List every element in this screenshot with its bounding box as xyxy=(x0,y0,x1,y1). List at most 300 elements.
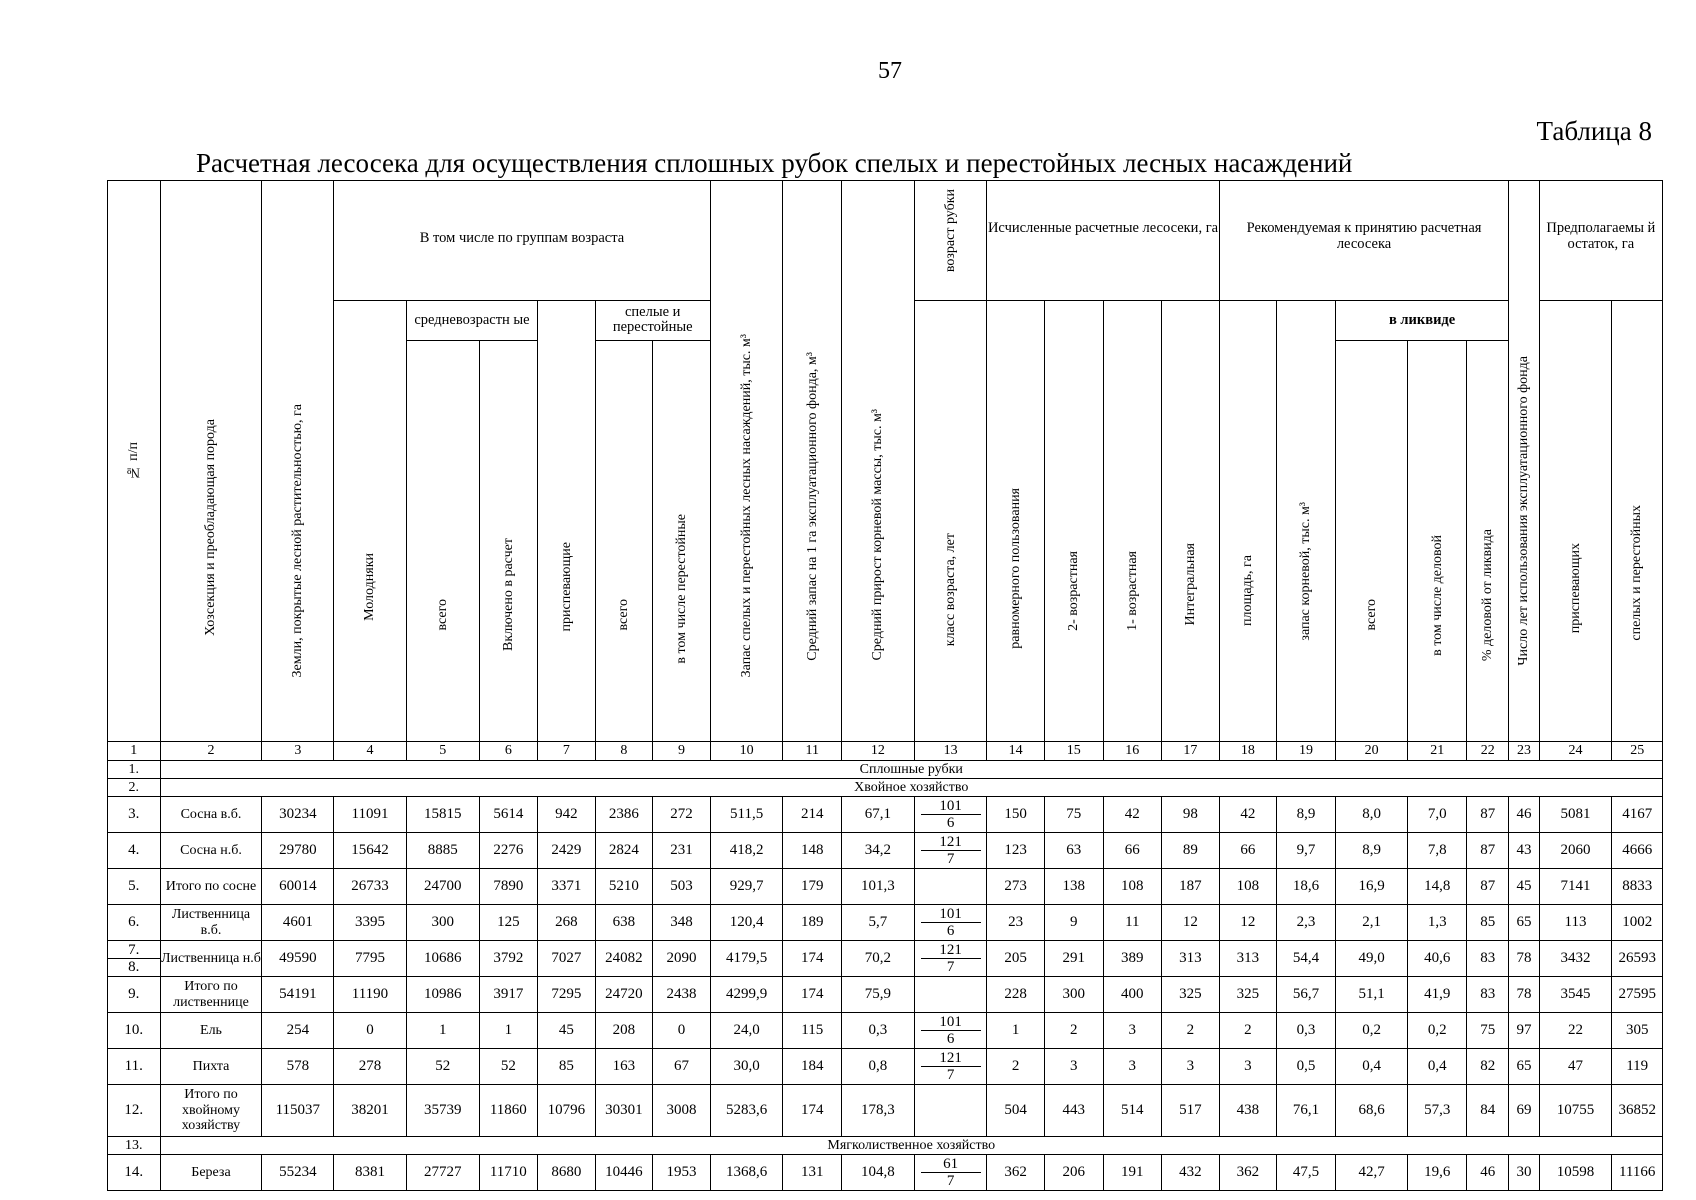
header-col-10: Запас спелых и перестойных лесных насаждений, тыс. м³ xyxy=(710,181,783,742)
row-number: 4. xyxy=(108,833,161,869)
cell-c3: 49590 xyxy=(262,941,334,977)
cell-c5: 8885 xyxy=(406,833,479,869)
cell-c24: 3545 xyxy=(1539,977,1612,1013)
cell-c4: 0 xyxy=(334,1013,407,1049)
col-num: 6 xyxy=(479,742,538,761)
col-num: 22 xyxy=(1466,742,1508,761)
cell-c5: 10986 xyxy=(406,977,479,1013)
cell-c5: 35739 xyxy=(406,1085,479,1137)
cell-c14: 2 xyxy=(987,1049,1045,1085)
row-number-part: 8. xyxy=(128,959,140,975)
age-class: 6 xyxy=(946,923,955,939)
col-num: 1 xyxy=(108,742,161,761)
cell-c10: 1368,6 xyxy=(710,1155,783,1191)
row-number: 10. xyxy=(108,1013,161,1049)
cell-c14: 228 xyxy=(987,977,1045,1013)
table-row xyxy=(108,1049,1663,1085)
header-liquid: в ликвиде xyxy=(1335,301,1509,341)
cell-c6: 5614 xyxy=(479,797,538,833)
softwood-rows xyxy=(108,1155,1663,1191)
cell-c22: 46 xyxy=(1466,1155,1508,1191)
cell-age-fraction xyxy=(914,869,987,905)
cell-c16: 389 xyxy=(1103,941,1162,977)
table-label: Таблица 8 xyxy=(1536,116,1652,146)
row-name: Итого по хвойному хозяйству xyxy=(160,1085,262,1137)
header-col-16: 1- возрастная xyxy=(1103,301,1162,742)
cell-c7: 7295 xyxy=(538,977,596,1013)
cell-c17: 187 xyxy=(1162,869,1220,905)
cell-c25: 36852 xyxy=(1612,1085,1663,1137)
cell-c12: 178,3 xyxy=(842,1085,915,1137)
cell-c18: 325 xyxy=(1219,977,1277,1013)
section-number: 13. xyxy=(108,1137,161,1155)
cell-c23: 46 xyxy=(1509,797,1539,833)
cell-c18: 66 xyxy=(1219,833,1277,869)
cell-c14: 23 xyxy=(987,905,1045,941)
cell-c17: 432 xyxy=(1162,1155,1220,1191)
cell-c3: 4601 xyxy=(262,905,334,941)
cell-c11: 131 xyxy=(783,1155,842,1191)
cell-c9: 3008 xyxy=(653,1085,711,1137)
header-col-1: № п/п xyxy=(108,181,161,742)
cell-c21: 0,4 xyxy=(1408,1049,1467,1085)
col-num: 20 xyxy=(1335,742,1408,761)
cell-c11: 189 xyxy=(783,905,842,941)
section-label: Мягколиственное хозяйство xyxy=(160,1137,1663,1155)
cell-c20: 42,7 xyxy=(1335,1155,1408,1191)
cell-c5: 15815 xyxy=(406,797,479,833)
cell-c7: 3371 xyxy=(538,869,596,905)
cell-c25: 27595 xyxy=(1612,977,1663,1013)
cell-c18: 12 xyxy=(1219,905,1277,941)
cell-c21: 14,8 xyxy=(1408,869,1467,905)
header-col-8: всего xyxy=(595,340,653,741)
table-row xyxy=(108,1013,1663,1049)
cell-c15: 138 xyxy=(1044,869,1103,905)
age-class: 7 xyxy=(946,1173,955,1189)
cell-age-fraction xyxy=(914,1049,987,1085)
col-num: 18 xyxy=(1219,742,1277,761)
cell-c24: 2060 xyxy=(1539,833,1612,869)
cell-c23: 78 xyxy=(1509,941,1539,977)
cell-c9: 67 xyxy=(653,1049,711,1085)
cell-c12: 101,3 xyxy=(842,869,915,905)
cell-c23: 65 xyxy=(1509,1049,1539,1085)
cell-c9: 2090 xyxy=(653,941,711,977)
cell-c17: 2 xyxy=(1162,1013,1220,1049)
cell-c23: 97 xyxy=(1509,1013,1539,1049)
cell-c16: 66 xyxy=(1103,833,1162,869)
cell-c17: 313 xyxy=(1162,941,1220,977)
row-name: Итого по лиственнице xyxy=(160,977,262,1013)
age-class: 6 xyxy=(946,1031,955,1047)
header-calc-cutting: Исчисленные расчетные лесосеки, га xyxy=(987,181,1219,301)
cell-age-fraction xyxy=(914,1085,987,1137)
cell-c3: 60014 xyxy=(262,869,334,905)
cell-c14: 273 xyxy=(987,869,1045,905)
cell-c19: 76,1 xyxy=(1277,1085,1336,1137)
table-row xyxy=(108,905,1663,941)
cell-c9: 503 xyxy=(653,869,711,905)
row-name: Береза xyxy=(160,1155,262,1191)
header-col-14: равномерного пользования xyxy=(987,301,1045,742)
header-col-25: спелых и перестойных xyxy=(1612,301,1663,742)
cell-age-fraction xyxy=(914,977,987,1013)
cell-c17: 98 xyxy=(1162,797,1220,833)
cell-c16: 514 xyxy=(1103,1085,1162,1137)
cell-c3: 29780 xyxy=(262,833,334,869)
cutting-age: 61 xyxy=(921,1156,981,1174)
cell-age-fraction xyxy=(914,797,987,833)
cutting-age: 101 xyxy=(921,1014,981,1032)
col-num: 21 xyxy=(1408,742,1467,761)
cell-c16: 42 xyxy=(1103,797,1162,833)
col-num: 3 xyxy=(262,742,334,761)
cell-c20: 0,4 xyxy=(1335,1049,1408,1085)
header-recommended-cutting: Рекомендуемая к принятию расчетная лесосека xyxy=(1219,181,1509,301)
row-name: Пихта xyxy=(160,1049,262,1085)
row-number-part: 7. xyxy=(108,942,160,960)
col-num: 15 xyxy=(1044,742,1103,761)
header-col-23: Число лет использования эксплуатационного фонда xyxy=(1509,181,1539,742)
cell-c16: 191 xyxy=(1103,1155,1162,1191)
cell-c18: 438 xyxy=(1219,1085,1277,1137)
col-num: 2 xyxy=(160,742,262,761)
col-num: 9 xyxy=(653,742,711,761)
cell-c4: 26733 xyxy=(334,869,407,905)
cell-c10: 30,0 xyxy=(710,1049,783,1085)
cell-c7: 10796 xyxy=(538,1085,596,1137)
cell-c16: 108 xyxy=(1103,869,1162,905)
cell-c15: 300 xyxy=(1044,977,1103,1013)
row-number: 6. xyxy=(108,905,161,941)
cell-c6: 7890 xyxy=(479,869,538,905)
cell-c3: 254 xyxy=(262,1013,334,1049)
cell-c25: 8833 xyxy=(1612,869,1663,905)
cell-c24: 10755 xyxy=(1539,1085,1612,1137)
cell-c20: 51,1 xyxy=(1335,977,1408,1013)
col-num: 24 xyxy=(1539,742,1612,761)
cell-c23: 78 xyxy=(1509,977,1539,1013)
cell-c21: 57,3 xyxy=(1408,1085,1467,1137)
cell-c20: 8,0 xyxy=(1335,797,1408,833)
cell-c15: 3 xyxy=(1044,1049,1103,1085)
cell-c9: 1953 xyxy=(653,1155,711,1191)
cell-c10: 5283,6 xyxy=(710,1085,783,1137)
cell-c6: 125 xyxy=(479,905,538,941)
cell-c9: 0 xyxy=(653,1013,711,1049)
age-fraction xyxy=(921,834,981,868)
row-number: 12. xyxy=(108,1085,161,1137)
cell-c15: 291 xyxy=(1044,941,1103,977)
header-col-7: приспевающие xyxy=(538,301,596,742)
row-name: Сосна в.б. xyxy=(160,797,262,833)
header-age-groups: В том числе по группам возраста xyxy=(334,181,711,301)
cell-c10: 4179,5 xyxy=(710,941,783,977)
col-num: 25 xyxy=(1612,742,1663,761)
cell-c9: 272 xyxy=(653,797,711,833)
cell-c21: 40,6 xyxy=(1408,941,1467,977)
cell-c15: 2 xyxy=(1044,1013,1103,1049)
cell-c17: 517 xyxy=(1162,1085,1220,1137)
col-num: 7 xyxy=(538,742,596,761)
cell-c6: 1 xyxy=(479,1013,538,1049)
cell-c8: 2386 xyxy=(595,797,653,833)
cell-c23: 43 xyxy=(1509,833,1539,869)
section-number: 1. xyxy=(108,761,161,779)
cell-c19: 2,3 xyxy=(1277,905,1336,941)
row-name: Лиственница в.б. xyxy=(160,905,262,941)
cell-c3: 55234 xyxy=(262,1155,334,1191)
cell-c20: 16,9 xyxy=(1335,869,1408,905)
row-name: Лиственница н.б xyxy=(160,941,262,977)
table-row xyxy=(108,941,1663,977)
cell-c20: 68,6 xyxy=(1335,1085,1408,1137)
col-num: 10 xyxy=(710,742,783,761)
cell-c24: 10598 xyxy=(1539,1155,1612,1191)
cell-c22: 83 xyxy=(1466,941,1508,977)
cell-c23: 69 xyxy=(1509,1085,1539,1137)
cell-c11: 174 xyxy=(783,1085,842,1137)
cell-c20: 0,2 xyxy=(1335,1013,1408,1049)
cell-c11: 184 xyxy=(783,1049,842,1085)
cell-c22: 83 xyxy=(1466,977,1508,1013)
cell-c12: 104,8 xyxy=(842,1155,915,1191)
cell-c12: 5,7 xyxy=(842,905,915,941)
cell-c18: 313 xyxy=(1219,941,1277,977)
cell-c18: 108 xyxy=(1219,869,1277,905)
cell-c4: 3395 xyxy=(334,905,407,941)
cell-c12: 67,1 xyxy=(842,797,915,833)
cutting-age: 101 xyxy=(921,798,981,816)
cell-c25: 4167 xyxy=(1612,797,1663,833)
cell-c19: 54,4 xyxy=(1277,941,1336,977)
header-col-11: Средний запас на 1 га эксплуатационного фонда, м³ xyxy=(783,181,842,742)
cell-c6: 52 xyxy=(479,1049,538,1085)
section-row xyxy=(108,761,1663,779)
cell-c9: 348 xyxy=(653,905,711,941)
cell-c8: 10446 xyxy=(595,1155,653,1191)
cell-c4: 11091 xyxy=(334,797,407,833)
cell-c25: 1002 xyxy=(1612,905,1663,941)
cell-c11: 174 xyxy=(783,977,842,1013)
cell-c22: 87 xyxy=(1466,869,1508,905)
section-label: Сплошные рубки xyxy=(160,761,1663,779)
document-title: Расчетная лесосека для осуществления сплошных рубок спелых и перестойных лесных насаждений xyxy=(196,148,1353,178)
cell-c15: 75 xyxy=(1044,797,1103,833)
col-num: 14 xyxy=(987,742,1045,761)
cell-c12: 0,8 xyxy=(842,1049,915,1085)
cell-c24: 47 xyxy=(1539,1049,1612,1085)
cell-c19: 9,7 xyxy=(1277,833,1336,869)
col-num: 16 xyxy=(1103,742,1162,761)
cell-c8: 5210 xyxy=(595,869,653,905)
cell-c5: 10686 xyxy=(406,941,479,977)
header-col-6: Включено в расчет xyxy=(479,340,538,741)
col-num: 23 xyxy=(1509,742,1539,761)
cell-c12: 34,2 xyxy=(842,833,915,869)
cell-c10: 4299,9 xyxy=(710,977,783,1013)
cell-c18: 362 xyxy=(1219,1155,1277,1191)
age-fraction xyxy=(921,1014,981,1048)
cell-c7: 45 xyxy=(538,1013,596,1049)
cell-c19: 8,9 xyxy=(1277,797,1336,833)
cell-c6: 3792 xyxy=(479,941,538,977)
cell-age-fraction xyxy=(914,1013,987,1049)
cell-c6: 11860 xyxy=(479,1085,538,1137)
cell-c8: 638 xyxy=(595,905,653,941)
cell-age-fraction xyxy=(914,1155,987,1191)
header-col-5: всего xyxy=(406,340,479,741)
cell-c17: 12 xyxy=(1162,905,1220,941)
cell-c15: 9 xyxy=(1044,905,1103,941)
header-mature: спелые и перестойные xyxy=(595,301,710,341)
table-row xyxy=(108,869,1663,905)
cell-c8: 2824 xyxy=(595,833,653,869)
header-col-19: запас корневой, тыс. м³ xyxy=(1277,301,1336,742)
cell-c11: 115 xyxy=(783,1013,842,1049)
cell-c19: 56,7 xyxy=(1277,977,1336,1013)
cell-c7: 8680 xyxy=(538,1155,596,1191)
table-row xyxy=(108,1085,1663,1137)
header-col-3: Земли, покрытые лесной растительностью, га xyxy=(262,181,334,742)
col-num: 17 xyxy=(1162,742,1220,761)
cell-c18: 42 xyxy=(1219,797,1277,833)
col-num: 4 xyxy=(334,742,407,761)
age-class: 7 xyxy=(946,1067,955,1083)
cell-c10: 24,0 xyxy=(710,1013,783,1049)
cell-c11: 148 xyxy=(783,833,842,869)
col-num: 13 xyxy=(914,742,987,761)
age-class: 7 xyxy=(946,959,955,975)
cell-c19: 0,5 xyxy=(1277,1049,1336,1085)
age-class: 6 xyxy=(946,815,955,831)
cell-c4: 38201 xyxy=(334,1085,407,1137)
section-label: Хвойное хозяйство xyxy=(160,779,1663,797)
age-fraction xyxy=(921,942,981,976)
cell-c11: 174 xyxy=(783,941,842,977)
cell-c21: 7,8 xyxy=(1408,833,1467,869)
section-number: 2. xyxy=(108,779,161,797)
age-fraction xyxy=(921,1050,981,1084)
row-number: 5. xyxy=(108,869,161,905)
cutting-age: 121 xyxy=(921,1050,981,1068)
header-remainder: Предполагаемы й остаток, га xyxy=(1539,181,1662,301)
cell-c5: 1 xyxy=(406,1013,479,1049)
cell-c8: 208 xyxy=(595,1013,653,1049)
cell-c5: 27727 xyxy=(406,1155,479,1191)
section-row xyxy=(108,1137,1663,1155)
cell-c19: 18,6 xyxy=(1277,869,1336,905)
header-col-20: всего xyxy=(1335,340,1408,741)
header-col-12: Средний прирост корневой массы, тыс. м³ xyxy=(842,181,915,742)
age-fraction xyxy=(921,906,981,940)
cell-c10: 120,4 xyxy=(710,905,783,941)
cell-c12: 70,2 xyxy=(842,941,915,977)
cell-c9: 2438 xyxy=(653,977,711,1013)
cell-c7: 268 xyxy=(538,905,596,941)
cell-c24: 22 xyxy=(1539,1013,1612,1049)
row-name: Сосна н.б. xyxy=(160,833,262,869)
cell-c18: 3 xyxy=(1219,1049,1277,1085)
cell-c24: 113 xyxy=(1539,905,1612,941)
header-col-9: в том числе перестойные xyxy=(653,340,711,741)
cell-c18: 2 xyxy=(1219,1013,1277,1049)
cell-c3: 30234 xyxy=(262,797,334,833)
row-number: 3. xyxy=(108,797,161,833)
cell-c15: 206 xyxy=(1044,1155,1103,1191)
cell-c25: 4666 xyxy=(1612,833,1663,869)
cutting-age: 121 xyxy=(921,942,981,960)
cell-c7: 942 xyxy=(538,797,596,833)
cell-c14: 362 xyxy=(987,1155,1045,1191)
cell-c6: 3917 xyxy=(479,977,538,1013)
row-number xyxy=(108,941,161,977)
cell-c16: 3 xyxy=(1103,1013,1162,1049)
col-num: 19 xyxy=(1277,742,1336,761)
col-num: 11 xyxy=(783,742,842,761)
cell-c5: 52 xyxy=(406,1049,479,1085)
cell-c20: 2,1 xyxy=(1335,905,1408,941)
cell-c23: 45 xyxy=(1509,869,1539,905)
header-col-13a: возраст рубки xyxy=(914,181,987,301)
cell-c11: 179 xyxy=(783,869,842,905)
cell-c8: 30301 xyxy=(595,1085,653,1137)
table-row xyxy=(108,1155,1663,1191)
cell-c6: 11710 xyxy=(479,1155,538,1191)
cell-c14: 504 xyxy=(987,1085,1045,1137)
cell-c5: 24700 xyxy=(406,869,479,905)
cell-c4: 8381 xyxy=(334,1155,407,1191)
cell-c22: 87 xyxy=(1466,833,1508,869)
cell-c16: 400 xyxy=(1103,977,1162,1013)
cell-c20: 8,9 xyxy=(1335,833,1408,869)
col-num: 5 xyxy=(406,742,479,761)
page-number: 57 xyxy=(878,58,902,84)
section-row xyxy=(108,779,1663,797)
conifer-rows xyxy=(108,797,1663,1137)
cell-c25: 305 xyxy=(1612,1013,1663,1049)
cell-c4: 278 xyxy=(334,1049,407,1085)
cell-age-fraction xyxy=(914,905,987,941)
row-number: 9. xyxy=(108,977,161,1013)
cell-c4: 15642 xyxy=(334,833,407,869)
cell-c22: 84 xyxy=(1466,1085,1508,1137)
cell-c10: 511,5 xyxy=(710,797,783,833)
cell-c14: 123 xyxy=(987,833,1045,869)
cell-c22: 82 xyxy=(1466,1049,1508,1085)
cell-c11: 214 xyxy=(783,797,842,833)
cell-c25: 119 xyxy=(1612,1049,1663,1085)
cell-c12: 0,3 xyxy=(842,1013,915,1049)
cell-c24: 7141 xyxy=(1539,869,1612,905)
row-name: Ель xyxy=(160,1013,262,1049)
cell-c16: 3 xyxy=(1103,1049,1162,1085)
cell-c8: 163 xyxy=(595,1049,653,1085)
cutting-age: 121 xyxy=(921,834,981,852)
cell-c7: 2429 xyxy=(538,833,596,869)
cutting-age: 101 xyxy=(921,906,981,924)
cell-c22: 85 xyxy=(1466,905,1508,941)
cell-c10: 418,2 xyxy=(710,833,783,869)
cell-c7: 85 xyxy=(538,1049,596,1085)
header-col-18: площадь, га xyxy=(1219,301,1277,742)
cell-c5: 300 xyxy=(406,905,479,941)
header-col-24: приспевающих xyxy=(1539,301,1612,742)
cell-c21: 7,0 xyxy=(1408,797,1467,833)
cell-c16: 11 xyxy=(1103,905,1162,941)
cell-c19: 47,5 xyxy=(1277,1155,1336,1191)
